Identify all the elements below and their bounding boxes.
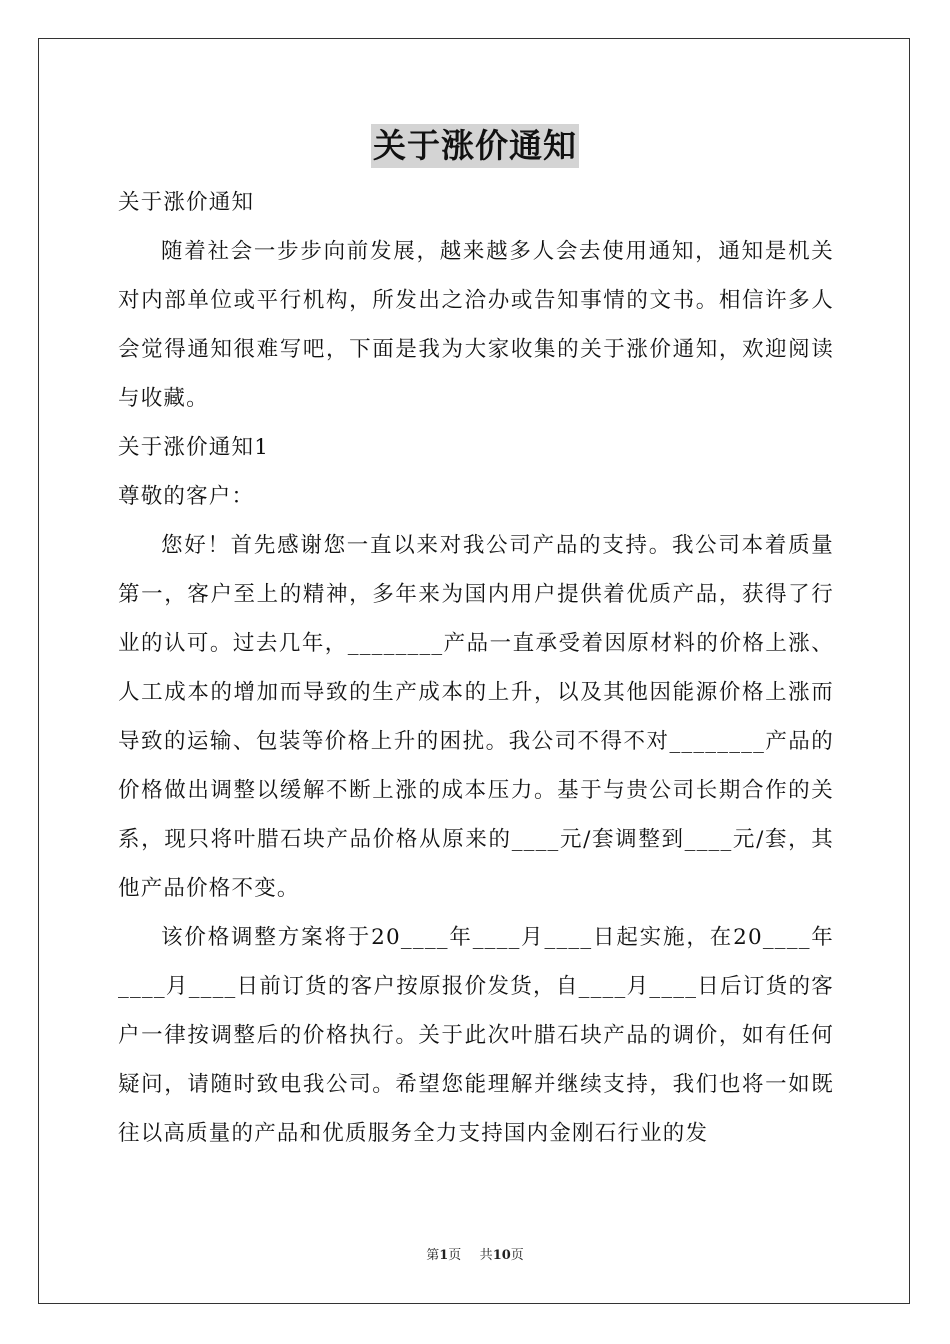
section-heading: 关于涨价通知1 — [118, 435, 270, 460]
body-paragraph-2: 该价格调整方案将于20____年____月____日起实施，在20____年____月____日前订货的客户按原报价发货，自____月____日后订货的客户一律按调整后的价格执行。关于此次叶腊石块产品的调价，如有任何疑问，请随时致电我公司。希望您能理解并继续支持，我们也将一如既往以高质量的产品和优质服务全力支持国内金刚石行业的发 — [118, 925, 834, 1146]
footer-total-prefix: 共 — [479, 1248, 493, 1263]
document-heading: 关于涨价通知 — [118, 190, 255, 215]
body-paragraph-1: 您好！首先感谢您一直以来对我公司产品的支持。我公司本着质量第一，客户至上的精神，多年来为国内用户提供着优质产品，获得了行业的认可。过去几年，________产品一直承受着因原材料的价格上涨、人工成本的增加而导致的生产成本的上升，以及其他因能源价格上涨而导致的运输、包装等价格上升的困扰。我公司不得不对________产品的价格做出调整以缓解不断上涨的成本压力。基于与贵公司长期合作的关系，现只将叶腊石块产品价格从原来的____元/套调整到____元/套，其他产品价格不变。 — [118, 533, 834, 901]
footer-page-number: 1 — [439, 1248, 449, 1263]
document-body — [118, 178, 834, 1158]
footer-page-suffix: 页 — [448, 1248, 462, 1263]
title-container — [0, 124, 950, 168]
footer-total-pages: 10 — [492, 1248, 511, 1263]
footer-prefix: 第 — [426, 1248, 440, 1263]
salutation: 尊敬的客户： — [118, 484, 255, 509]
intro-paragraph: 随着社会一步步向前发展，越来越多人会去使用通知，通知是机关对内部单位或平行机构，所发出之洽办或告知事情的文书。相信许多人会觉得通知很难写吧，下面是我为大家收集的关于涨价通知，欢迎阅读与收藏。 — [118, 239, 834, 411]
document-title: 关于涨价通知 — [371, 124, 579, 168]
footer-total-suffix: 页 — [510, 1248, 524, 1263]
page-footer — [0, 1246, 950, 1266]
